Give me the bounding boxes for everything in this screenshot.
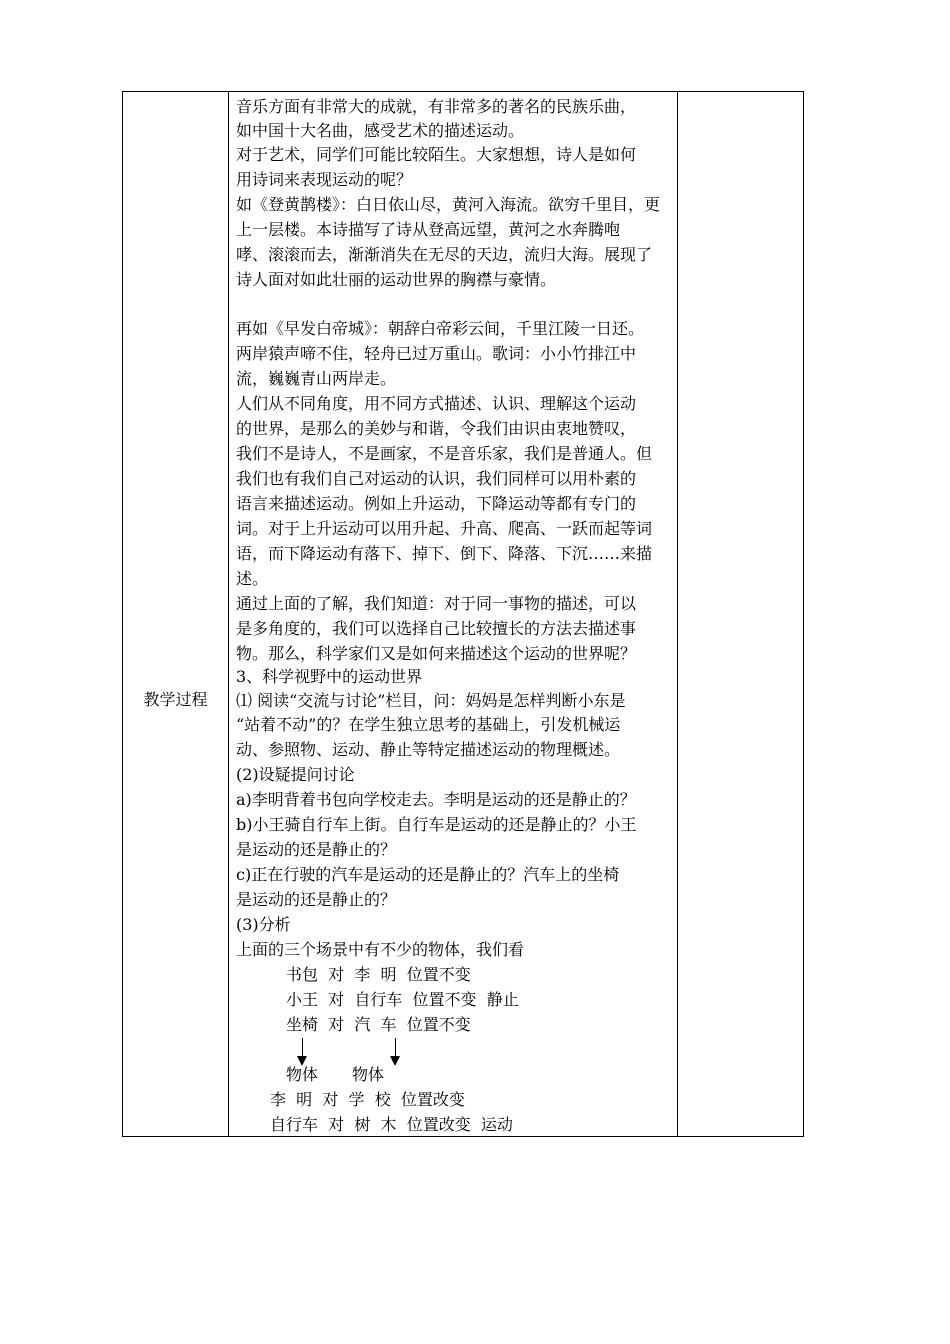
text-line: 语，而下降运动有落下、掉下、倒下、降落、下沉……来描 bbox=[236, 544, 653, 563]
text-line: a)李明背着书包向学校走去。李明是运动的还是静止的？ bbox=[236, 790, 636, 809]
text-line: 是运动的还是静止的？ bbox=[236, 890, 397, 909]
text-line: 3、科学视野中的运动世界 bbox=[236, 667, 423, 686]
lesson-table bbox=[122, 91, 804, 1137]
text-line: b)小王骑自行车上街。自行车是运动的还是静止的？小王 bbox=[236, 815, 637, 834]
row-label: 教学过程 bbox=[143, 690, 208, 709]
text-line: 如《登黄鹊楼》：白日依山尽，黄河入海流。欲穷千里目，更 bbox=[236, 195, 661, 214]
text-line: 人们从不同角度，用不同方式描述、认识、理解这个运动 bbox=[236, 394, 637, 413]
text-line: 再如《早发白帝城》：朝辞白帝彩云间，千里江陵一日还。 bbox=[236, 319, 645, 338]
text-line: 用诗词来表现运动的呢？ bbox=[236, 170, 413, 189]
text-line: 上面的三个场景中有不少的物体，我们看 bbox=[236, 940, 525, 959]
text-line: 词。对于上升运动可以用升起、升高、爬高、一跃而起等词 bbox=[236, 519, 653, 538]
text-line: 哮、滚滚而去，渐渐消失在无尽的天边，流归大海。展现了 bbox=[236, 245, 653, 264]
diagram-row: 书包 对 李 明 位置不变 bbox=[286, 965, 471, 984]
text-line: “站着不动”的？在学生独立思考的基础上，引发机械运 bbox=[236, 715, 621, 734]
text-line: c)正在行驶的汽车是运动的还是静止的？汽车上的坐椅 bbox=[236, 865, 620, 884]
text-line: 我们也有我们自己对运动的认识，我们同样可以用朴素的 bbox=[236, 469, 637, 488]
diagram-label: 物体 bbox=[352, 1065, 385, 1084]
text-line: 语言来描述运动。例如上升运动，下降运动等都有专门的 bbox=[236, 494, 637, 513]
text-line: 如中国十大名曲，感受艺术的描述运动。 bbox=[236, 121, 525, 140]
text-line: 述。 bbox=[236, 569, 269, 588]
text-line: 流，巍巍青山两岸走。 bbox=[236, 369, 397, 388]
text-line: 上一层楼。本诗描写了诗从登高远望，黄河之水奔腾咆 bbox=[236, 220, 621, 239]
text-line: 我们不是诗人，不是画家，不是音乐家，我们是普通人。但 bbox=[236, 444, 653, 463]
text-line: 是多角度的，我们可以选择自己比较擅长的方法去描述事 bbox=[236, 619, 637, 638]
text-line: 的世界，是那么的美妙与和谐，令我们由识由衷地赞叹， bbox=[236, 419, 637, 438]
diagram-row: 李 明 对 学 校 位置改变 bbox=[270, 1090, 465, 1109]
column-divider-right bbox=[677, 92, 678, 1136]
text-line: 两岸猿声啼不住，轻舟已过万重山。歌词：小小竹排江中 bbox=[236, 344, 637, 363]
text-line: (3)分析 bbox=[236, 915, 291, 934]
diagram-row: 小王 对 自行车 位置不变 静止 bbox=[286, 990, 519, 1009]
column-divider-left bbox=[228, 92, 229, 1136]
text-line: 通过上面的了解，我们知道：对于同一事物的描述，可以 bbox=[236, 594, 637, 613]
text-line: (2)设疑提问讨论 bbox=[236, 765, 355, 784]
text-line: 诗人面对如此壮丽的运动世界的胸襟与豪情。 bbox=[236, 270, 557, 289]
text-line: 物。那么，科学家们又是如何来描述这个运动的世界呢？ bbox=[236, 644, 637, 663]
text-line: ⑴ 阅读“交流与讨论”栏目，问：妈妈是怎样判断小东是 bbox=[236, 691, 626, 710]
text-line: 动、参照物、运动、静止等特定描述运动的物理概述。 bbox=[236, 740, 621, 759]
diagram-row: 坐椅 对 汽 车 位置不变 bbox=[286, 1015, 471, 1034]
text-line: 对于艺术，同学们可能比较陌生。大家想想，诗人是如何 bbox=[236, 145, 637, 164]
text-line: 音乐方面有非常大的成就，有非常多的著名的民族乐曲， bbox=[236, 97, 637, 116]
diagram-label: 物体 bbox=[286, 1065, 319, 1084]
diagram-row: 自行车 对 树 木 位置改变 运动 bbox=[270, 1115, 513, 1134]
text-line: 是运动的还是静止的？ bbox=[236, 840, 397, 859]
